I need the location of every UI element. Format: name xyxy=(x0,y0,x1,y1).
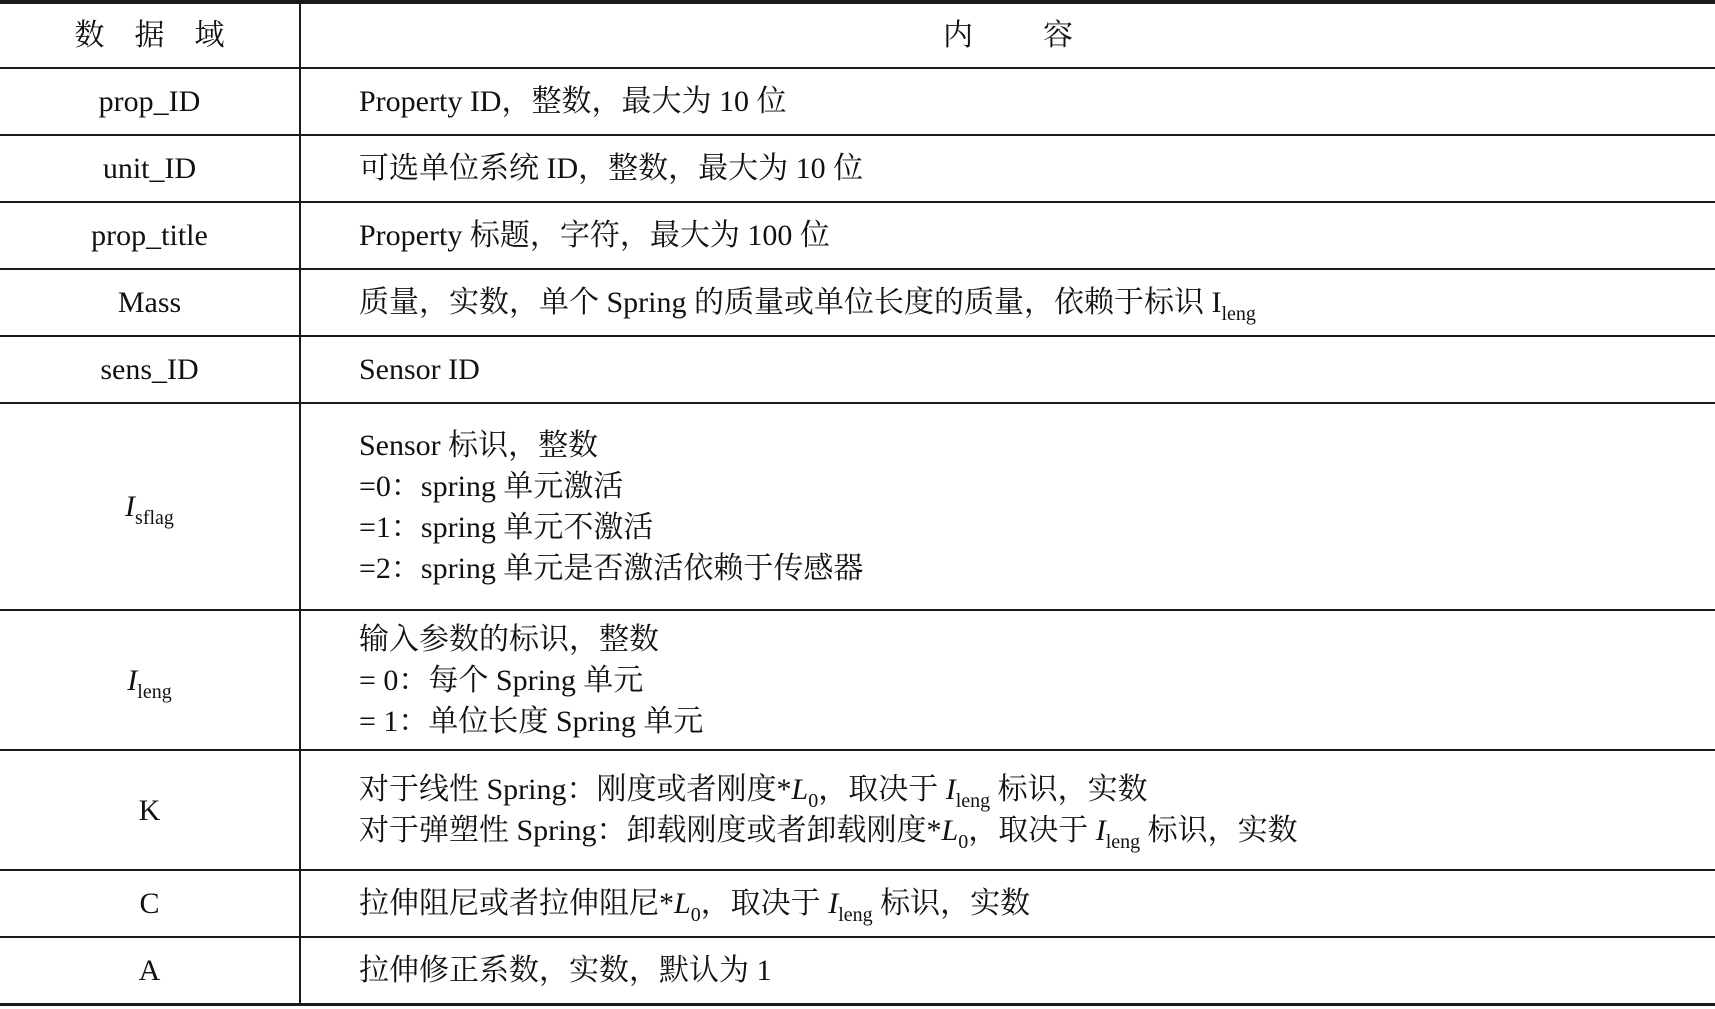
header-content: 内容 xyxy=(300,2,1715,68)
table-header-row xyxy=(0,2,1715,68)
content-cell xyxy=(300,870,1715,937)
table-row-c xyxy=(0,870,1715,937)
content-text: 质量，实数，单个 Spring 的质量或单位长度的质量，依赖于标识 I xyxy=(359,286,1222,319)
subscript: leng xyxy=(1221,303,1256,325)
table-row-ileng xyxy=(0,610,1715,750)
field-cell: Mass xyxy=(0,269,300,336)
content-cell xyxy=(300,269,1715,336)
content-cell xyxy=(300,750,1715,870)
content-text: ，取决于 xyxy=(700,887,829,920)
symbol-i: I xyxy=(828,887,839,920)
table-row-unit-id xyxy=(0,135,1715,202)
content-cell xyxy=(300,403,1715,610)
content-line xyxy=(359,282,1715,323)
table-row-k xyxy=(0,750,1715,870)
content-cell xyxy=(300,68,1715,135)
content-line: Sensor 标识，整数 xyxy=(359,428,599,462)
subscript: 0 xyxy=(958,831,969,853)
field-cell: K xyxy=(0,750,300,870)
header-field: 数据域 xyxy=(0,2,300,68)
field-cell xyxy=(0,610,300,750)
content-line: Property ID，整数，最大为 10 位 xyxy=(359,85,787,118)
field-cell: sens_ID xyxy=(0,336,300,403)
table-row-prop-id xyxy=(0,68,1715,135)
content-line xyxy=(359,883,1715,924)
symbol-i: I xyxy=(945,773,956,806)
content-line: =2：spring 单元是否激活依赖于传感器 xyxy=(359,551,864,585)
content-cell xyxy=(300,937,1715,1004)
table-row-a xyxy=(0,937,1715,1004)
content-line: Property 标题，字符，最大为 100 位 xyxy=(359,219,830,252)
content-line xyxy=(359,769,1715,810)
table-row-mass xyxy=(0,269,1715,336)
content-text: 标识，实数 xyxy=(1140,814,1298,847)
subscript: leng xyxy=(1105,831,1141,853)
subscript: 0 xyxy=(690,904,701,926)
field-cell: unit_ID xyxy=(0,135,300,202)
field-cell: prop_ID xyxy=(0,68,300,135)
field-cell: C xyxy=(0,870,300,937)
table-row-sens-id xyxy=(0,336,1715,403)
field-symbol: I xyxy=(127,663,138,697)
content-text: 标识，实数 xyxy=(990,773,1148,806)
subscript: leng xyxy=(955,790,991,812)
field-subscript: sflag xyxy=(135,507,174,529)
content-cell xyxy=(300,135,1715,202)
content-line: 可选单位系统 ID，整数，最大为 10 位 xyxy=(359,152,864,185)
content-text: 标识，实数 xyxy=(872,887,1031,920)
content-cell xyxy=(300,336,1715,403)
symbol-i: I xyxy=(1095,814,1106,847)
content-text: ，取决于 xyxy=(818,773,946,806)
subscript: 0 xyxy=(808,790,819,812)
content-line: =0：spring 单元激活 xyxy=(359,469,624,503)
field-subscript: leng xyxy=(137,680,172,703)
field-cell xyxy=(0,403,300,610)
field-symbol: I xyxy=(125,490,136,523)
content-line: = 1：单位长度 Spring 单元 xyxy=(359,704,704,738)
symbol-l: L xyxy=(941,814,959,847)
content-text: 对于线性 Spring：刚度或者刚度* xyxy=(359,773,792,806)
table-row-prop-title xyxy=(0,202,1715,269)
symbol-l: L xyxy=(791,773,809,806)
subscript: leng xyxy=(838,904,873,926)
table-row-isflag xyxy=(0,403,1715,610)
content-line: 拉伸修正系数，实数，默认为 1 xyxy=(359,953,772,987)
content-cell xyxy=(300,610,1715,750)
content-text: ，取决于 xyxy=(968,814,1096,847)
symbol-l: L xyxy=(674,887,691,920)
content-line xyxy=(359,810,1715,851)
content-text: 对于弹塑性 Spring：卸载刚度或者卸载刚度* xyxy=(359,814,942,847)
content-line: 输入参数的标识，整数 xyxy=(359,622,659,656)
content-line: =1：spring 单元不激活 xyxy=(359,510,654,544)
field-cell: A xyxy=(0,937,300,1004)
content-text: 拉伸阻尼或者拉伸阻尼* xyxy=(359,887,674,920)
field-cell: prop_title xyxy=(0,202,300,269)
content-cell xyxy=(300,202,1715,269)
content-line: = 0：每个 Spring 单元 xyxy=(359,663,644,697)
content-line: Sensor ID xyxy=(359,353,480,386)
